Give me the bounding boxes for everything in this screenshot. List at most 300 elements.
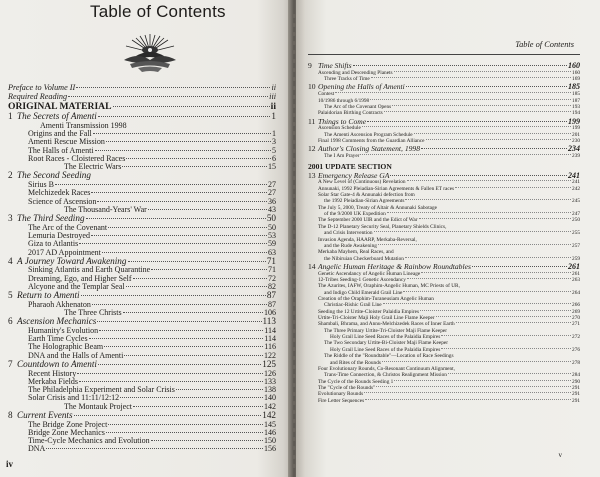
toc-entry-title: The Philadelphia Experiment and Solar Crisis <box>28 385 175 395</box>
toc-page-number: 169 <box>572 76 580 83</box>
toc-page-number: ii <box>271 83 276 92</box>
toc-page-number: 106 <box>264 308 276 318</box>
chapter-number: 8 <box>8 410 13 420</box>
toc-page-number: 241 <box>568 170 580 180</box>
toc-entry-title: Melchizedek Races <box>28 188 91 198</box>
dot-leader <box>76 87 270 88</box>
chapter-number: 10 <box>308 82 316 92</box>
toc-entry-title: of the 9/2000 UK Expedition <box>324 211 386 218</box>
toc-entry-title: Root Races - Cloistered Races <box>28 153 126 163</box>
toc-entry-title: The Three Christs <box>64 308 122 318</box>
dot-leader <box>176 389 263 390</box>
toc-page-number: 250 <box>572 217 580 224</box>
binding-ring <box>292 464 296 468</box>
binding-ring <box>292 185 296 189</box>
chapter-number: 5 <box>8 290 13 301</box>
chapter-title: Current Events <box>17 410 73 420</box>
toc-entry-title: The D-12 Planetary Security Seal, Planetary Shields Clinics, <box>318 223 447 230</box>
binding-ring <box>292 428 296 432</box>
toc-entry-title: Merkaba Fields <box>28 376 78 386</box>
dot-leader <box>123 312 263 313</box>
dot-leader <box>93 133 271 134</box>
toc-entry-title: The "Cycle of the Rounds" <box>318 384 376 391</box>
toc-entry-title: Final 1998 Comments from the Guardian Alliance <box>318 138 425 145</box>
toc-entry-title: Required Reading <box>8 91 68 101</box>
right-toc-list <box>308 62 580 405</box>
toc-entry-title: Amenti Transmission 1998 <box>40 120 127 130</box>
toc-page-number: 27 <box>268 188 276 198</box>
binding-ring <box>292 212 296 216</box>
dot-leader <box>419 218 572 219</box>
chapter-title: Angelic Human Heritage & Rainbow Roundtables <box>318 261 471 271</box>
toc-entry <box>8 93 276 102</box>
toc-entry-title: Dreaming, Ego, and Higher Self <box>28 273 132 283</box>
binding-ring <box>292 68 296 72</box>
toc-entry-title <box>308 62 352 70</box>
toc-entry-title: Preface to Volume II <box>8 83 76 92</box>
toc-page-number: 230 <box>572 138 580 145</box>
toc-page-number: 199 <box>568 116 580 126</box>
toc-entry-title: 2017 AD Appointment <box>28 247 101 257</box>
dot-leader <box>407 278 571 279</box>
toc-entry-title: The Halls of Amenti <box>28 145 94 155</box>
dot-leader <box>365 399 571 400</box>
dot-leader <box>98 116 271 117</box>
page-number: iv <box>6 459 14 469</box>
dot-leader <box>106 141 271 142</box>
chapter-title: Emergency Release GA <box>318 170 390 180</box>
dot-leader <box>81 295 266 296</box>
toc-entry-title: Palaidorian Birthing Contracts <box>318 110 383 117</box>
toc-entry-title: Contest <box>318 91 335 98</box>
toc-page-number: 272 <box>572 334 580 341</box>
binding-ring <box>292 320 296 324</box>
chapter-title: The Secrets of Amenti <box>17 111 97 122</box>
toc-page-number: iii <box>269 91 276 101</box>
dot-leader <box>383 303 571 304</box>
binding-ring <box>292 95 296 99</box>
toc-page-number: ii <box>270 101 276 113</box>
dot-leader <box>91 192 267 193</box>
toc-page-number: 59 <box>268 239 276 249</box>
toc-page-number: 150 <box>264 436 276 446</box>
toc-page-number: 133 <box>264 376 276 386</box>
toc-page-number: 87 <box>266 290 276 301</box>
toc-page-number: 6 <box>272 153 276 163</box>
toc-entry-title: Shambali, Bhrama, and Annu-Melchizedek Races of Inner Earth <box>318 321 455 328</box>
chapter-number: 11 <box>308 116 316 126</box>
toc-page-number: 122 <box>264 350 276 360</box>
dot-leader <box>108 424 263 425</box>
binding-ring <box>292 401 296 405</box>
binding-ring <box>292 365 296 369</box>
toc-page-number: 87 <box>268 299 276 309</box>
binding-ring <box>292 248 296 252</box>
dot-leader <box>148 209 267 210</box>
dot-leader <box>133 406 263 407</box>
running-head: Table of Contents <box>515 40 574 49</box>
binding-ring <box>292 23 296 27</box>
toc-page-number: 193 <box>572 103 580 110</box>
dot-leader <box>133 278 267 279</box>
toc-entry-title: the 1992 Pleiadian-Sirian Agreements <box>324 198 405 205</box>
toc-page-number: 241 <box>572 179 580 186</box>
toc-page-number: 266 <box>572 302 580 309</box>
toc-page-number: 116 <box>264 342 276 352</box>
toc-page-number: 27 <box>268 179 276 189</box>
toc-entry-title: Ascension Schedule <box>318 125 361 132</box>
toc-entry-title: Sirius B <box>28 179 55 189</box>
binding-ring <box>292 455 296 459</box>
dot-leader <box>374 231 572 232</box>
dot-leader <box>448 373 571 374</box>
chapter-number: 7 <box>8 359 13 370</box>
toc-entry-title: Four Evolutionary Rounds, Co-Resonant Continuum Alignment, <box>318 365 455 372</box>
toc-page-number: 125 <box>262 359 276 370</box>
binding-ring <box>292 230 296 234</box>
dot-leader <box>68 96 268 97</box>
toc-entry <box>8 445 276 453</box>
toc-entry-title: The Amenti Ascension Program Schedule <box>324 131 413 138</box>
toc-entry-title <box>308 83 405 91</box>
toc-entry-title: The Arc of the Covenant <box>28 222 108 232</box>
toc-entry-title: Urtite-Tri-Cloister Maji Holy Grail Line Flame Keeper <box>318 315 435 322</box>
toc-entry-title <box>308 263 471 271</box>
toc-entry-title: and Crisis Intervention <box>324 230 373 237</box>
chapter-title: A Journey Toward Awakening <box>17 255 127 266</box>
toc-page-number: 145 <box>264 419 276 429</box>
toc-page-number: 261 <box>568 261 580 271</box>
binding-ring <box>292 311 296 315</box>
binding-ring <box>292 221 296 225</box>
toc-page-number: 71 <box>266 255 276 266</box>
binding-ring <box>292 356 296 360</box>
toc-page-number: 201 <box>572 131 580 138</box>
toc-entry-title: Genetic Ascendancy of Angelic Human Lineage <box>318 270 421 277</box>
toc-page-number: 50 <box>268 222 276 232</box>
toc-entry-title: Giza to Atlantis <box>28 239 79 249</box>
toc-entry-title: The I Am Prayer <box>324 153 360 160</box>
binding-ring <box>292 149 296 153</box>
dot-leader <box>384 111 571 112</box>
toc-page-number: 138 <box>264 385 276 395</box>
dot-leader <box>126 286 267 287</box>
binding-ring <box>292 140 296 144</box>
dot-leader <box>406 86 567 87</box>
dot-leader <box>394 71 571 72</box>
dot-leader <box>367 121 567 122</box>
toc-entry-title <box>8 360 97 369</box>
chapter-title: Author's Closing Statement, 1998 <box>318 144 421 154</box>
toc-page-number: 257 <box>572 242 580 249</box>
dot-leader <box>405 257 571 258</box>
toc-entry-title: Bridge Zone Mechanics <box>28 427 105 437</box>
toc-entry-title: The Two Secondary Urtite-Bi-Cloister Maji Flame Keeper <box>324 340 448 347</box>
dot-leader <box>441 348 571 349</box>
chapter-number: 6 <box>8 316 13 327</box>
dot-leader <box>394 380 571 381</box>
toc-entry-title: Holy Grail Line Seed Races of the Palaidia Empires <box>330 346 441 353</box>
toc-entry-title: The Holographic Beam <box>28 342 104 352</box>
toc-entry-title: ORIGINAL MATERIAL <box>8 101 112 113</box>
binding-ring <box>292 437 296 441</box>
binding-ring <box>292 239 296 243</box>
toc-page-number: 1 <box>272 128 276 138</box>
toc-page-number: 160 <box>568 61 580 70</box>
dot-leader <box>382 361 571 362</box>
toc-entry-title: Science of Ascension <box>28 196 97 206</box>
toc-entry-title <box>8 112 97 121</box>
toc-page-number: 142 <box>262 410 276 420</box>
binding-ring <box>292 86 296 90</box>
toc-entry-title: Lemuria Destroyed <box>28 230 90 240</box>
toc-entry-title: Three Tracks of Time <box>324 76 370 83</box>
binding-ring <box>292 392 296 396</box>
toc-entry-title <box>8 214 85 223</box>
toc-entry-title: The Electric Wars <box>64 162 122 172</box>
dot-leader <box>77 373 263 374</box>
binding-ring <box>292 176 296 180</box>
toc-entry-title <box>8 411 73 420</box>
toc-entry-title: Solar Star Gate-4 & Annunaki defection from <box>318 192 415 199</box>
toc-page-number: 239 <box>572 153 580 160</box>
continue-mark: v <box>558 451 562 459</box>
toc-entry-title: Merkaba Mayhem, Real Races, and <box>318 249 394 256</box>
toc-entry-title: Fire Letter Sequences <box>318 397 365 404</box>
toc-entry-title: Annunaki, 1992 Pleiadian-Sirian Agreements & Fallen ET races <box>318 185 455 192</box>
toc-entry-title: Recent History <box>28 368 77 378</box>
binding-ring <box>292 293 296 297</box>
dot-leader <box>151 440 263 441</box>
dot-leader <box>122 166 267 167</box>
dot-leader <box>98 364 261 365</box>
dot-leader <box>104 346 263 347</box>
dot-leader <box>91 235 267 236</box>
binding-ring <box>292 338 296 342</box>
toc-entry <box>8 301 276 309</box>
dot-leader <box>95 150 271 151</box>
dot-leader <box>392 105 571 106</box>
chapter-number: 1 <box>8 111 13 122</box>
binding-ring <box>292 275 296 279</box>
dot-leader <box>126 158 271 159</box>
toc-entry-title: The Bridge Zone Project <box>28 419 108 429</box>
chapter-number: 3 <box>8 213 13 224</box>
toc-entry-title: 2001 UPDATE SECTION <box>308 161 392 171</box>
binding-ring <box>292 329 296 333</box>
dot-leader <box>74 415 262 416</box>
toc-page-number: 114 <box>264 325 276 335</box>
toc-page-number: 199 <box>572 125 580 132</box>
dot-leader <box>456 322 571 323</box>
toc-page-number: 263 <box>572 277 580 284</box>
toc-page-number: 291 <box>572 384 580 391</box>
toc-entry <box>308 83 580 92</box>
toc-entry-title: Invasion Agenda, HAARP, Merkaba-Reversal, <box>318 236 417 243</box>
toc-page-number: 245 <box>572 198 580 205</box>
binding-ring <box>292 302 296 306</box>
dot-leader <box>151 269 267 270</box>
dot-leader <box>376 386 571 387</box>
toc-entry <box>8 437 276 445</box>
chapter-number: 12 <box>308 144 316 154</box>
toc-page-number: 284 <box>572 372 580 379</box>
toc-page-number: 255 <box>572 230 580 237</box>
binding-ring <box>292 203 296 207</box>
toc-entry-title: and the Rude Awakening <box>324 242 377 249</box>
chapter-number: 2 <box>8 170 13 181</box>
toc-entry <box>8 394 276 402</box>
dot-leader <box>421 148 567 149</box>
dot-leader <box>364 392 571 393</box>
toc-page-number: 63 <box>268 247 276 257</box>
chapter-title: Return to Amenti <box>17 290 80 301</box>
binding-ring <box>292 383 296 387</box>
toc-page-number: 113 <box>262 316 276 327</box>
toc-page-number: 156 <box>264 444 276 454</box>
dot-leader <box>407 180 572 181</box>
dot-leader <box>86 218 266 219</box>
toc-page-number: 291 <box>572 397 580 404</box>
toc-entry-title: The Azurites, IAFW, Oraphim-Angelic Human, MC Priests of UR, <box>318 283 460 290</box>
dot-leader <box>99 330 263 331</box>
dot-leader <box>335 92 571 93</box>
left-page <box>0 0 292 477</box>
toc-page-number: 261 <box>572 270 580 277</box>
page-title: Table of Contents <box>90 2 226 21</box>
dot-leader <box>405 199 571 200</box>
dot-leader <box>79 381 263 382</box>
dot-leader <box>108 227 267 228</box>
dot-leader <box>46 448 263 449</box>
toc-entry-title: Holy Grail Line Seed Races of the Palaidia Empires <box>330 334 441 341</box>
toc-page-number: 146 <box>264 427 276 437</box>
toc-page-number: 142 <box>264 401 276 411</box>
toc-entry-title: and Rites of the Rounds <box>330 359 381 366</box>
binding-ring <box>292 50 296 54</box>
chapter-title: The Third Seeding <box>17 213 85 224</box>
toc-page-number: 270 <box>572 315 580 322</box>
toc-page-number: 271 <box>572 321 580 328</box>
dot-leader <box>128 261 266 262</box>
toc-entry <box>308 154 580 160</box>
sunburst-crown-emblem-icon <box>118 30 182 76</box>
toc-entry-title: Alcyone and the Templar Seal <box>28 281 125 291</box>
toc-page-number: 242 <box>572 185 580 192</box>
dot-leader <box>370 99 571 100</box>
toc-page-number: 3 <box>272 137 276 147</box>
toc-entry-title: Evolutionary Rounds <box>318 391 364 398</box>
toc-entry-title: The Thousand-Years' War <box>64 204 147 214</box>
dot-leader <box>102 252 267 253</box>
dot-leader <box>455 187 571 188</box>
binding-ring <box>292 32 296 36</box>
dot-leader <box>120 397 263 398</box>
toc-entry-title: The Cycle of the Rounds Seeding 1 <box>318 378 394 385</box>
toc-entry-title: The Riddle of the "Roundtable"—Location of Race Seedings <box>324 353 454 360</box>
toc-entry-title: Earth Time Cycles <box>28 334 88 344</box>
toc-entry-title: DNA <box>28 444 46 454</box>
chapter-number: 4 <box>8 255 13 266</box>
dot-leader <box>472 266 567 267</box>
binding-ring <box>292 77 296 81</box>
toc-entry <box>8 155 276 163</box>
dot-leader <box>353 65 567 66</box>
toc-entry-title <box>308 118 366 126</box>
toc-entry-title: Humanity's Evolution <box>28 325 99 335</box>
toc-page-number: 185 <box>568 82 580 92</box>
dot-leader <box>79 243 267 244</box>
dot-leader <box>113 106 270 107</box>
toc-entry-title: The September 2000 UIR and the Edict of War <box>318 217 418 224</box>
binding-ring <box>292 194 296 198</box>
toc-page-number: 247 <box>572 211 580 218</box>
toc-entry <box>308 399 580 405</box>
toc-page-number: 185 <box>572 91 580 98</box>
dot-leader <box>426 139 572 140</box>
toc-page-number: 36 <box>268 196 276 206</box>
toc-entry-title: 12-Tribes Seeding-1 Genetic Ascendancy <box>318 277 406 284</box>
toc-page-number: 114 <box>264 334 276 344</box>
chapter-number: 14 <box>308 261 316 271</box>
binding-ring <box>292 347 296 351</box>
dot-leader <box>97 321 261 322</box>
toc-page-number: 187 <box>572 97 580 104</box>
header-rule <box>308 54 580 55</box>
toc-page-number: 140 <box>264 393 276 403</box>
chapter-title: Countdown to Amenti <box>17 359 97 370</box>
dot-leader <box>414 133 571 134</box>
binding-ring <box>292 59 296 63</box>
toc-page-number: 291 <box>572 391 580 398</box>
binding-ring <box>292 266 296 270</box>
toc-entry-title: Time-Cycle Mechanics and Evolution <box>28 436 150 446</box>
dot-leader <box>97 201 267 202</box>
dot-leader <box>441 335 571 336</box>
toc-page-number: 264 <box>572 289 580 296</box>
toc-entry-title: The Three Primary Urtite-Tri-Cloister Maji Flame Keeper <box>324 327 447 334</box>
toc-entry-title: Solar Crisis and 11:11/12:12 <box>28 393 120 403</box>
dot-leader <box>420 310 571 311</box>
binding-ring <box>292 122 296 126</box>
toc-entry-title: The Montauk Project <box>64 401 132 411</box>
toc-page-number: 50 <box>266 213 276 224</box>
toc-page-number: 278 <box>572 359 580 366</box>
toc-page-number: 53 <box>268 230 276 240</box>
binding-ring <box>292 41 296 45</box>
toc-entry-title: Origins and the Fall <box>28 128 92 138</box>
toc-entry-title: DNA and the Halls of Amenti <box>28 350 124 360</box>
toc-entry-title: The July 5, 2000, Treaty of Altair & Annunaki Sabotage <box>318 204 438 211</box>
binding-ring <box>292 284 296 288</box>
toc-page-number: 15 <box>268 162 276 172</box>
toc-entry-title: Christiac-Rishic Grail Line <box>324 302 382 309</box>
toc-page-number: 194 <box>572 110 580 117</box>
chapter-title: Opening the Halls of Amenti <box>318 82 405 92</box>
chapter-title: The Second Seeding <box>17 170 91 181</box>
dot-leader <box>92 304 267 305</box>
dot-leader <box>387 212 571 213</box>
binding-ring <box>292 14 296 18</box>
toc-entry-title: Sinking Atlantis and Earth Quarantine <box>28 265 151 275</box>
toc-page-number: 276 <box>572 346 580 353</box>
dot-leader <box>421 272 571 273</box>
binding-ring <box>292 419 296 423</box>
dot-leader <box>378 244 571 245</box>
toc-entry-title: Amenti Rescue Mission <box>28 137 105 147</box>
toc-entry-title: Ascending and Descending Planets <box>318 69 393 76</box>
binding-ring <box>292 167 296 171</box>
